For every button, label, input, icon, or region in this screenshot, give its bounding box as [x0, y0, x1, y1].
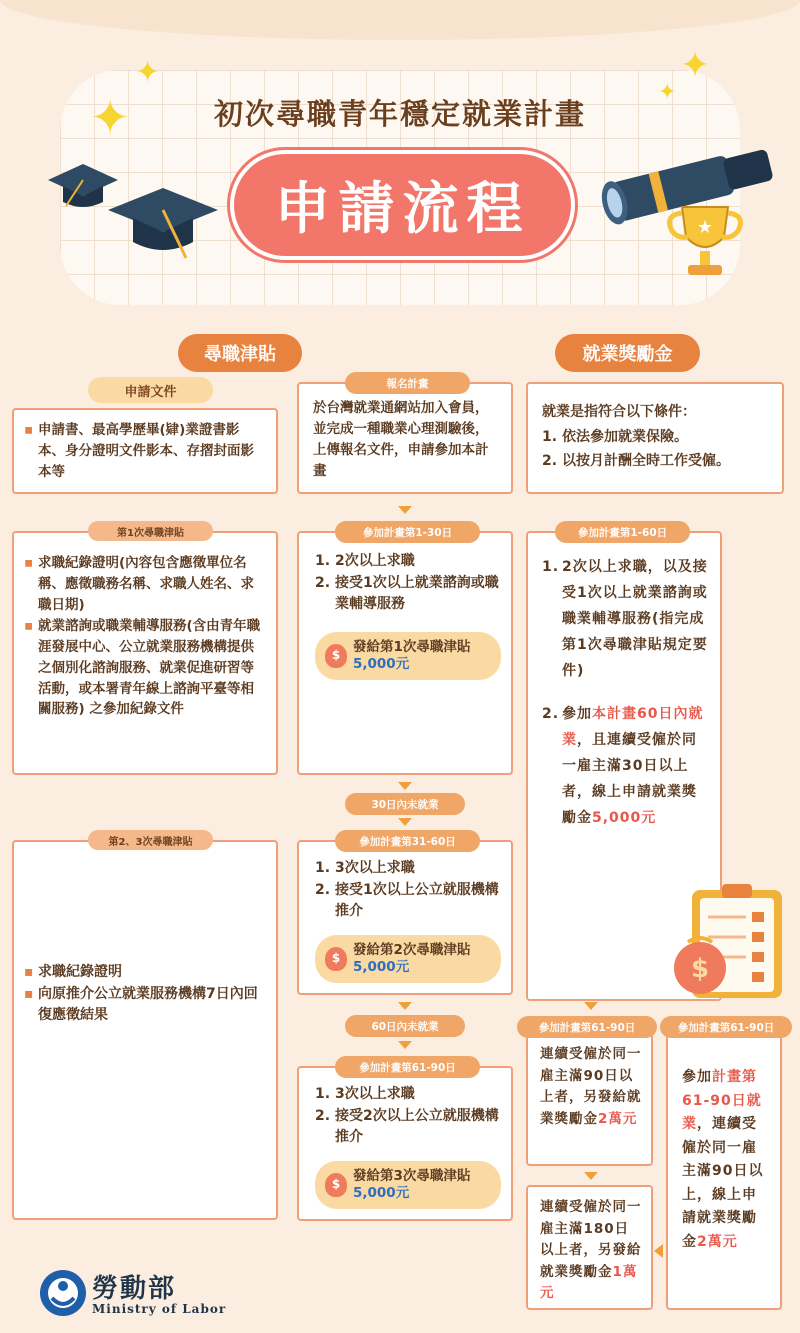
- phase1-item: 2. 接受1次以上就業諮詢或職業輔導服務: [315, 574, 499, 613]
- trophy-icon: [660, 195, 750, 285]
- phase3-item: 2. 接受2次以上公立就服機構推介: [315, 1107, 499, 1146]
- bonus-61-90-a-box: 連續受僱於同一雇主滿90日以上者，另發給就業獎勵金2萬元: [526, 1030, 653, 1166]
- phase2-award: $ 發給第2次尋職津貼 5,000元: [315, 935, 501, 983]
- flow-arrow: [584, 1002, 598, 1010]
- phase2-box: [297, 840, 513, 995]
- bonus-180-box: 連續受僱於同一雇主滿180日以上者，另發給就業獎勵金1萬元: [526, 1185, 653, 1310]
- first-allowance-item: ▪ 求職紀錄證明(內容包含應徵單位名稱、應徵職務名稱、求職人姓名、求職日期): [24, 553, 266, 616]
- flow-arrow: [398, 818, 412, 826]
- sparkle-icon: ✦: [658, 80, 677, 105]
- ministry-logo-icon: [38, 1268, 88, 1318]
- first-allowance-label: 第1次尋職津貼: [88, 521, 213, 541]
- later-allowance-label: 第2、3次尋職津貼: [88, 830, 213, 850]
- money-bag-icon: $: [325, 947, 347, 971]
- ministry-name-en: Ministry of Labor: [92, 1302, 227, 1316]
- later-allowance-item: ▪ 向原推介公立就業服務機構7日內回復應徵結果: [24, 984, 266, 1027]
- bonus-1-60-label: 參加計畫第1-60日: [555, 521, 690, 543]
- clipboard-icon: [672, 880, 787, 1000]
- section-label-allowance: 尋職津貼: [178, 334, 302, 372]
- first-allowance-box: [12, 531, 278, 775]
- phase3-label: 參加計畫第61-90日: [335, 1056, 480, 1078]
- employment-condition-box: [526, 382, 784, 494]
- bonus-1-60-item: 1. 2次以上求職，以及接受1次以上就業諮詢或職業輔導服務(指完成第1次尋職津貼規定要件): [542, 559, 708, 679]
- subtitle-pill: [230, 150, 575, 260]
- flow-arrow: [398, 1041, 412, 1049]
- gap1-label: 30日內未就業: [345, 793, 465, 815]
- page-title: 初次尋職青年穩定就業計畫: [213, 97, 586, 131]
- top-wave-decoration: [0, 0, 800, 40]
- sparkle-icon: ✦: [680, 45, 711, 86]
- employment-condition-intro: 就業是指符合以下條件：: [542, 404, 696, 420]
- later-allowance-box: [12, 840, 278, 1220]
- page-subtitle: 申請流程: [274, 177, 531, 242]
- sparkle-icon: ✦: [90, 90, 131, 146]
- svg-text:$: $: [690, 954, 710, 984]
- docs-item: ▪ 申請書、最高學歷畢(肄)業證書影本、身分證明文件影本、存摺封面影本等: [24, 420, 266, 483]
- phase3-award: $ 發給第3次尋職津貼 5,000元: [315, 1161, 501, 1209]
- bonus-61-90-b-box: 參加計畫第61-90日就業，連續受僱於同一雇主滿90日以上，線上申請就業獎勵金2萬元: [666, 1030, 782, 1310]
- money-bag-icon: $: [325, 644, 347, 668]
- docs-label: 申請文件: [88, 377, 213, 403]
- phase3-box: [297, 1066, 513, 1221]
- first-allowance-item: ▪ 就業諮詢或職業輔導服務(含由青年職涯發展中心、公立就業服務機構提供之個別化諮詢服務、就業促進研習等活動，或本署青年線上諮詢平臺等相關服務) 之參加紀錄文件: [24, 616, 266, 721]
- phase3-item: 1. 3次以上求職: [315, 1086, 415, 1102]
- signup-box: [297, 382, 513, 494]
- phase2-item: 2. 接受1次以上公立就服機構推介: [315, 881, 499, 920]
- graduation-cap-icon: [38, 150, 218, 270]
- svg-text:★: ★: [696, 217, 714, 238]
- flow-arrow: [398, 506, 412, 514]
- phase2-item: 1. 3次以上求職: [315, 860, 415, 876]
- bonus-61-90-b-label: 參加計畫第61-90日: [660, 1016, 792, 1038]
- ministry-name-cn: 勞動部: [92, 1274, 177, 1304]
- flow-arrow: [584, 1172, 598, 1180]
- flow-arrow: [398, 1002, 412, 1010]
- bonus-61-90-a-label: 參加計畫第61-90日: [517, 1016, 657, 1038]
- employment-condition-item: 1. 依法參加就業保險。: [542, 428, 688, 445]
- money-bag-icon: $: [325, 1173, 347, 1197]
- flow-arrow: [398, 782, 412, 790]
- signup-label: 報名計畫: [345, 372, 470, 394]
- phase2-label: 參加計畫第31-60日: [335, 830, 480, 852]
- section-label-bonus: 就業獎勵金: [555, 334, 700, 372]
- flow-arrow: [654, 1244, 663, 1258]
- sparkle-icon: ✦: [135, 55, 161, 90]
- phase1-box: [297, 531, 513, 775]
- employment-condition-item: 2. 以按月計酬全時工作受僱。: [542, 453, 730, 469]
- bonus-1-60-item: 2. 參加本計畫60日內就業，且連續受僱於同一雇主滿30日以上者，線上申請就業獎勵金5,000元: [542, 706, 704, 827]
- signup-text: 於台灣就業通網站加入會員，並完成一種職業心理測驗後，上傳報名文件，申請參加本計畫: [313, 400, 489, 479]
- gap2-label: 60日內未就業: [345, 1015, 465, 1037]
- phase1-item: 1. 2次以上求職: [315, 553, 415, 569]
- phase1-award: $ 發給第1次尋職津貼 5,000元: [315, 632, 501, 680]
- docs-box: [12, 408, 278, 494]
- later-allowance-item: ▪ 求職紀錄證明: [24, 962, 266, 984]
- phase1-label: 參加計畫第1-30日: [335, 521, 480, 543]
